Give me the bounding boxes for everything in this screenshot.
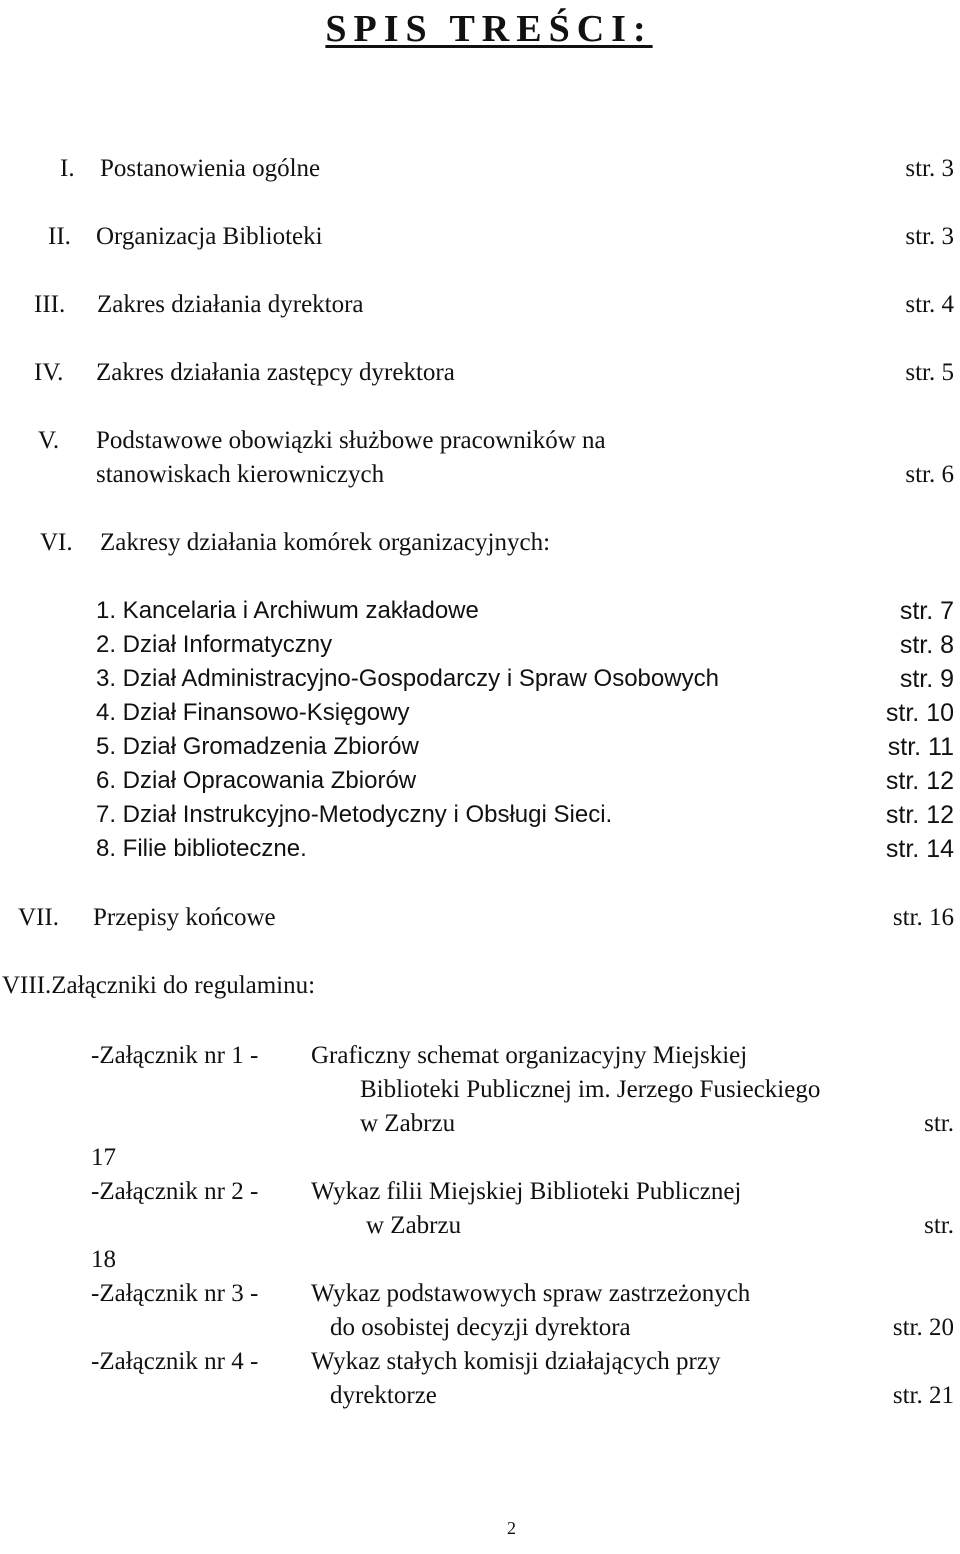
attachment-description-continued: dyrektorze bbox=[330, 1382, 437, 1409]
chapter-title: Organizacja Biblioteki bbox=[96, 223, 323, 250]
attachment-label: -Załącznik nr 4 - bbox=[91, 1348, 259, 1375]
chapter-number: III. bbox=[34, 291, 66, 318]
subsection-page: str. 9 bbox=[899, 665, 954, 693]
attachment-page-number: 17 bbox=[91, 1144, 116, 1171]
subsection-title: 6. Dział Opracowania Zbiorów bbox=[96, 767, 417, 794]
chapter-title: Podstawowe obowiązki służbowe pracowników na bbox=[96, 427, 606, 454]
chapter-title: Zakres działania dyrektora bbox=[97, 291, 364, 318]
chapter-number-and-title: VIII.Załączniki do regulaminu: bbox=[2, 972, 316, 999]
chapter-title: Postanowienia ogólne bbox=[100, 155, 321, 182]
subsection-title: 4. Dział Finansowo-Księgowy bbox=[96, 699, 410, 726]
subsection-title: 7. Dział Instrukcyjno-Metodyczny i Obsługi Sieci. bbox=[96, 801, 613, 828]
attachment-description-continued: do osobistej decyzji dyrektora bbox=[330, 1314, 631, 1341]
subsection-page: str. 10 bbox=[885, 699, 954, 727]
subsection-title: 2. Dział Informatyczny bbox=[96, 631, 333, 658]
chapter-title: Zakres działania zastępcy dyrektora bbox=[96, 359, 455, 386]
chapter-page: str. 4 bbox=[905, 291, 954, 318]
attachment-description: Wykaz filii Miejskiej Biblioteki Publicznej bbox=[311, 1178, 742, 1205]
attachment-page-prefix: str. bbox=[924, 1212, 954, 1239]
subsection-page: str. 11 bbox=[887, 733, 954, 761]
subsection-title: 3. Dział Administracyjno-Gospodarczy i Spraw Osobowych bbox=[96, 665, 719, 692]
subsection-title: 1. Kancelaria i Archiwum zakładowe bbox=[96, 597, 479, 624]
chapter-number: II. bbox=[48, 223, 71, 250]
page-number: 2 bbox=[507, 1518, 516, 1538]
chapter-number: IV. bbox=[34, 359, 64, 386]
chapter-number: VII. bbox=[18, 904, 59, 931]
attachment-description-continued: Biblioteki Publicznej im. Jerzego Fusieckiego bbox=[360, 1076, 821, 1103]
chapter-page: str. 3 bbox=[905, 155, 954, 182]
attachment-description: Graficzny schemat organizacyjny Miejskiej bbox=[311, 1042, 748, 1069]
chapter-title: Zakresy działania komórek organizacyjnych: bbox=[100, 529, 551, 556]
attachment-page-prefix: str. bbox=[924, 1110, 954, 1137]
chapter-number: V. bbox=[38, 427, 60, 454]
subsection-title: 8. Filie biblioteczne. bbox=[96, 835, 307, 862]
subsection-page: str. 12 bbox=[885, 767, 954, 795]
chapter-page: str. 6 bbox=[905, 461, 954, 488]
attachment-label: -Załącznik nr 3 - bbox=[91, 1280, 259, 1307]
subsection-page: str. 7 bbox=[899, 597, 954, 625]
chapter-page: str. 5 bbox=[905, 359, 954, 386]
attachment-label: -Załącznik nr 1 - bbox=[91, 1042, 259, 1069]
chapter-title-continued: stanowiskach kierowniczych bbox=[96, 461, 385, 488]
attachment-page: str. 21 bbox=[892, 1382, 954, 1409]
chapter-number: I. bbox=[60, 155, 75, 182]
attachment-page-number: 18 bbox=[91, 1246, 116, 1273]
attachment-description-continued: w Zabrzu bbox=[360, 1110, 456, 1137]
attachment-description: Wykaz podstawowych spraw zastrzeżonych bbox=[311, 1280, 751, 1307]
toc-title: SPIS TREŚCI: bbox=[325, 8, 653, 50]
attachment-page: str. 20 bbox=[892, 1314, 954, 1341]
chapter-number: VI. bbox=[40, 529, 73, 556]
chapter-title: Przepisy końcowe bbox=[93, 904, 276, 931]
subsection-page: str. 12 bbox=[885, 801, 954, 829]
subsection-title: 5. Dział Gromadzenia Zbiorów bbox=[96, 733, 419, 760]
attachment-label: -Załącznik nr 2 - bbox=[91, 1178, 259, 1205]
attachment-description: Wykaz stałych komisji działających przy bbox=[311, 1348, 721, 1375]
attachment-description-continued: w Zabrzu bbox=[366, 1212, 462, 1239]
chapter-page: str. 16 bbox=[892, 904, 954, 931]
chapter-page: str. 3 bbox=[905, 223, 954, 250]
subsection-page: str. 14 bbox=[885, 835, 954, 863]
subsection-page: str. 8 bbox=[899, 631, 954, 659]
